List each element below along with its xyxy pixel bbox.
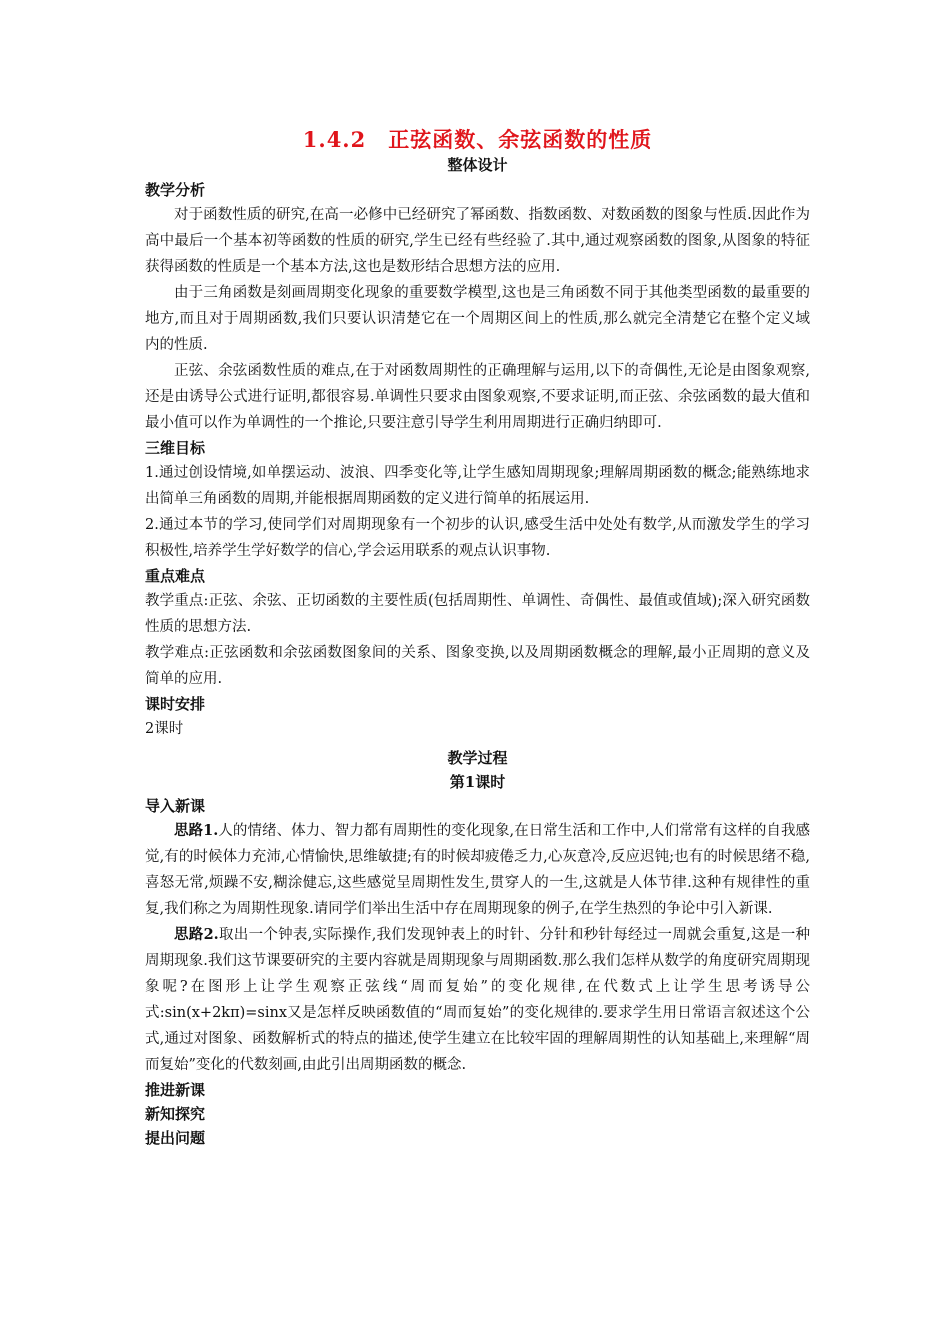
analysis-paragraph: 正弦、余弦函数性质的难点,在于对函数周期性的正确理解与运用,以下的奇偶性,无论是由图象观察,还是由诱导公式进行证明,都很容易.单调性只要求由图象观察,不要求证明,而正弦、余弦函数的最大值和最小值可以作为单调性的一个推论,只要注意引导学生利用周期进行正确归纳即可. (145, 363, 810, 431)
key-point-item: 教学重点:正弦、余弦、正切函数的主要性质(包括周期性、单调性、奇偶性、最值或值域);深入研究函数性质的思想方法. (145, 593, 810, 635)
document-content (145, 126, 810, 1150)
heading-introduce-new-lesson: 导入新课 (145, 797, 206, 815)
schedule-text: 2课时 (145, 721, 184, 737)
subtitle-overall-design: 整体设计 (447, 156, 508, 174)
heading-lesson-1: 第1课时 (449, 773, 506, 791)
heading-new-knowledge-exploration: 新知探究 (145, 1105, 206, 1123)
document-title: 1.4.2 正弦函数、余弦函数的性质 (302, 127, 653, 152)
heading-teaching-analysis: 教学分析 (145, 181, 206, 199)
analysis-paragraph: 由于三角函数是刻画周期变化现象的重要数学模型,这也是三角函数不同于其他类型函数的最重要的地方,而且对于周期函数,我们只要认识清楚它在一个周期区间上的性质,那么就完全清楚它在整个定义域内的性质. (145, 285, 810, 353)
idea-2-text: 取出一个钟表,实际操作,我们发现钟表上的时针、分针和秒针每经过一周就会重复,这是一种周期现象.我们这节课要研究的主要内容就是周期现象与周期函数.那么我们怎样从数学的角度研究周期现象呢?在图形上让学生观察正弦线“周而复始”的变化规律,在代数式上让学生思考诱导公式:sin(x+2kπ)=sinx又是怎样反映函数值的“周而复始”的变化规律的.要求学生用日常语言叙述这个公式,通过对图象、函数解析式的特点的描述,使学生建立在比较牢固的理解周期性的认知基础上,来理解“周而复始”变化的代数刻画,由此引出周期函数的概念. (145, 927, 811, 1073)
idea-1-text: 人的情绪、体力、智力都有周期性的变化现象,在日常生活和工作中,人们常常有这样的自我感觉,有的时候体力充沛,心情愉快,思维敏捷;有的时候却疲倦乏力,心灰意冷,反应迟钝;也有的时候思绪不稳,喜怒无常,烦躁不安,糊涂健忘,这些感觉呈周期性发生,贯穿人的一生,这就是人体节律.这种有规律性的重复,我们称之为周期性现象.请同学们举出生活中存在周期现象的例子,在学生热烈的争论中引入新课. (145, 823, 811, 917)
heading-teaching-process: 教学过程 (447, 749, 508, 767)
idea-2-label: 思路2. (174, 926, 219, 943)
goal-item: 1.通过创设情境,如单摆运动、波浪、四季变化等,让学生感知周期现象;理解周期函数的概念;能熟练地求出简单三角函数的周期,并能根据周期函数的定义进行简单的拓展运用. (145, 465, 810, 507)
heading-advance-new-lesson: 推进新课 (145, 1081, 206, 1099)
idea-1-label: 思路1. (174, 822, 219, 839)
heading-key-difficulties: 重点难点 (145, 567, 206, 585)
heading-raise-questions: 提出问题 (145, 1129, 206, 1147)
analysis-paragraph: 对于函数性质的研究,在高一必修中已经研究了幂函数、指数函数、对数函数的图象与性质.因此作为高中最后一个基本初等函数的性质的研究,学生已经有些经验了.其中,通过观察函数的图象,从图象的特征获得函数的性质是一个基本方法,这也是数形结合思想方法的应用. (145, 207, 810, 275)
idea-1-paragraph (145, 818, 810, 922)
heading-schedule: 课时安排 (145, 695, 206, 713)
idea-2-paragraph (145, 922, 810, 1078)
goal-item: 2.通过本节的学习,使同学们对周期现象有一个初步的认识,感受生活中处处有数学,从而激发学生的学习积极性,培养学生学好数学的信心,学会运用联系的观点认识事物. (145, 517, 810, 559)
heading-three-dimensional-goals: 三维目标 (145, 439, 206, 457)
difficulty-item: 教学难点:正弦函数和余弦函数图象间的关系、图象变换,以及周期函数概念的理解,最小正周期的意义及简单的应用. (145, 645, 810, 687)
